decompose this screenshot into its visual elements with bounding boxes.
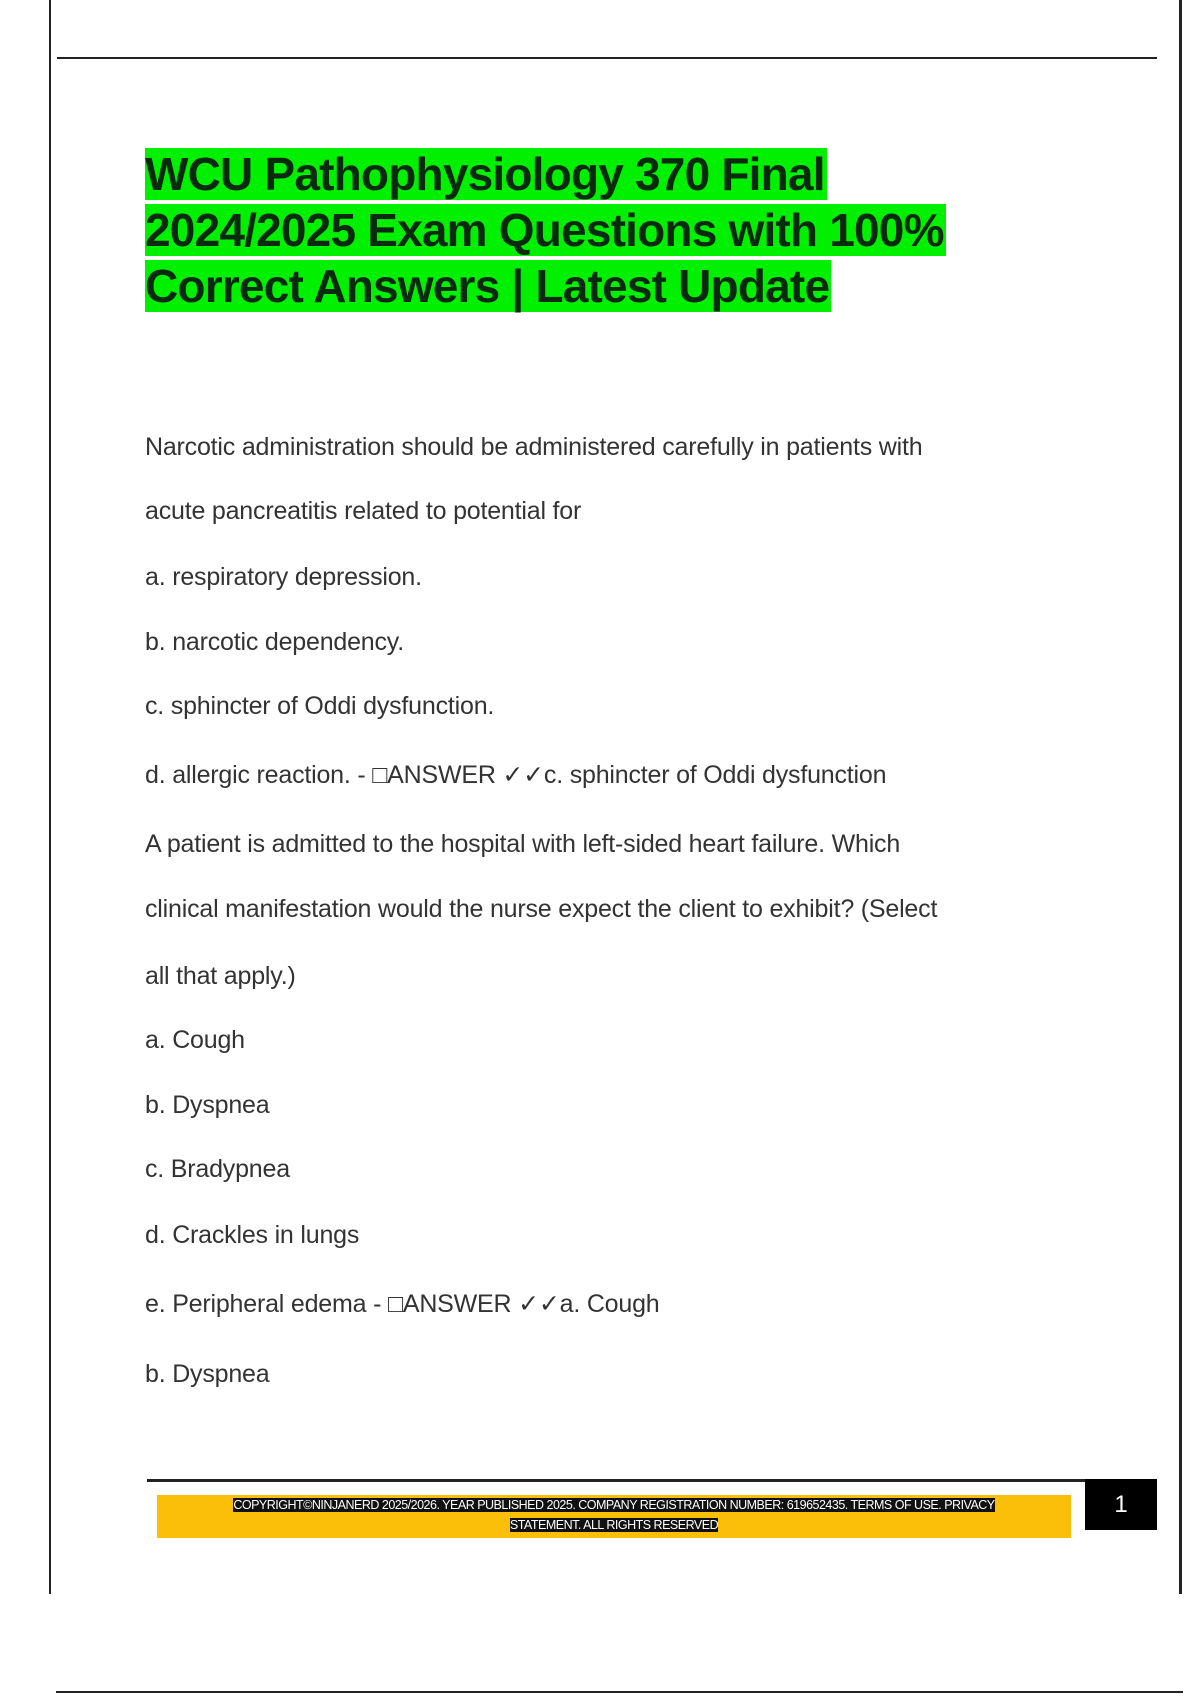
title-text: WCU Pathophysiology 370 Final 2024/2025 Exam Questions with 100% Correct Answers | Latest Update	[145, 148, 944, 312]
question-2-text: clinical manifestation would the nurse expect the client to exhibit? (Select	[145, 895, 938, 923]
bottom-rule	[56, 1691, 1183, 1693]
option-e-answer: e. Peripheral edema - □ANSWER ✓✓a. Cough	[145, 1290, 660, 1318]
copyright-line-2: STATEMENT. ALL RIGHTS RESERVED	[509, 1518, 719, 1532]
page-border-right	[1179, 0, 1182, 1594]
document-title	[145, 146, 1045, 314]
copyright-line-1: COPYRIGHT©NINJANERD 2025/2026. YEAR PUBLISHED 2025. COMPANY REGISTRATION NUMBER: 619652435. TERMS OF USE. PRIVACY	[233, 1498, 995, 1512]
option-c: c. sphincter of Oddi dysfunction.	[145, 692, 495, 720]
option-c: c. Bradypnea	[145, 1155, 290, 1183]
header-rule	[57, 57, 1157, 59]
answer-continued: b. Dyspnea	[145, 1360, 270, 1388]
question-2-text: A patient is admitted to the hospital with left-sided heart failure. Which	[145, 830, 901, 858]
question-2-text: all that apply.)	[145, 962, 296, 990]
option-a: a. Cough	[145, 1026, 245, 1054]
option-b: b. narcotic dependency.	[145, 628, 404, 656]
footer-rule	[147, 1479, 1085, 1482]
option-d: d. Crackles in lungs	[145, 1221, 360, 1249]
option-b: b. Dyspnea	[145, 1091, 270, 1119]
option-d-answer: d. allergic reaction. - □ANSWER ✓✓c. sphincter of Oddi dysfunction	[145, 761, 887, 789]
question-1-text: acute pancreatitis related to potential for	[145, 497, 582, 525]
page-number: 1	[1085, 1479, 1157, 1530]
option-a: a. respiratory depression.	[145, 563, 422, 591]
page-border-left	[49, 0, 51, 1594]
question-1-text: Narcotic administration should be administered carefully in patients with	[145, 433, 923, 461]
copyright-footer	[157, 1495, 1071, 1538]
